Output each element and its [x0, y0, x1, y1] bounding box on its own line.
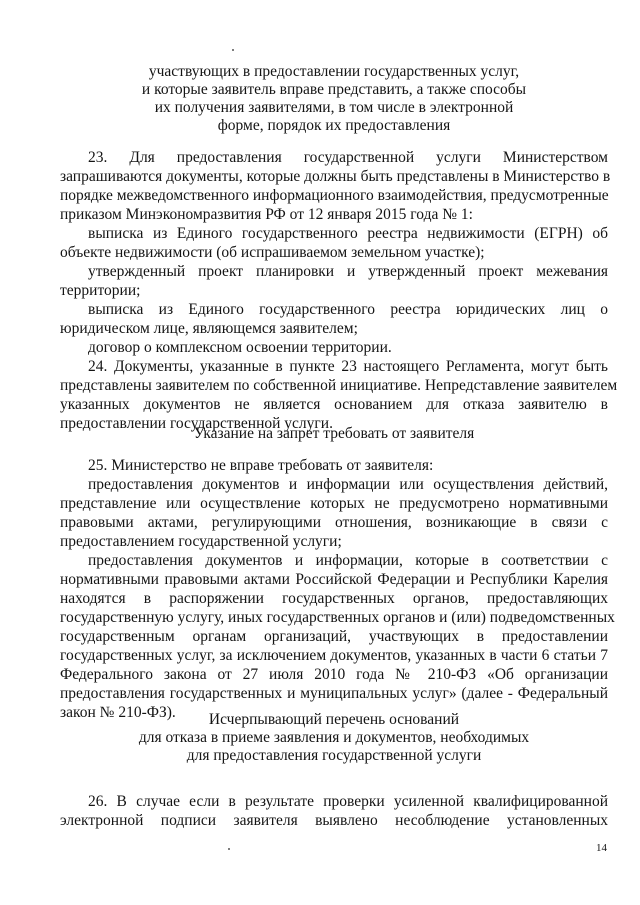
- list-item-contract-line: договор о комплексном освоении территории.: [88, 339, 392, 356]
- list-item-project-line: утвержденный проект планировки и утвержденный проект межевания: [88, 263, 608, 280]
- heading-line: участвующих в предоставлении государственных услуг,: [148, 63, 520, 80]
- paragraph-25-line: закон № 210-ФЗ).: [60, 704, 176, 721]
- paragraph-23-line: 23. Для предоставления государственной услуги Министерством: [88, 149, 608, 166]
- section-heading-documents: [60, 63, 608, 135]
- paragraph-23-line: запрашиваются документы, которые должны быть представлены в Министерство в: [60, 168, 611, 185]
- heading-line: их получения заявителями, в том числе в электронной: [154, 99, 514, 116]
- paragraph-25-line: предоставлением государственной услуги;: [60, 533, 342, 550]
- list-item-egrul-line: выписка из Единого государственного реестра юридических лиц о: [88, 301, 608, 318]
- heading-line: Указание на запрет требовать от заявителя: [193, 425, 475, 442]
- heading-line: и которые заявитель вправе представить, а также способы: [141, 81, 527, 98]
- section-heading-prohibition: [60, 425, 608, 443]
- paragraph-25-line: предоставления документов и информации, которые в соответствии с: [88, 552, 608, 569]
- paragraph-26-line: электронной подписи заявителя выявлено несоблюдение установленных: [60, 812, 608, 829]
- paragraph-25-line: правовыми актами, регулирующими отношения, возникающие в связи с: [60, 514, 608, 531]
- paragraph-24-line: указанных документов не является основанием для отказа заявителю в: [60, 396, 608, 413]
- paragraph-25-line: государственную услугу, иных государственных органов и (или) подведомственных: [60, 609, 615, 626]
- paragraph-25-line: государственных услуг, за исключением документов, указанных в части 6 статьи 7: [60, 647, 608, 664]
- list-item-egrul-line: юридическом лице, являющемся заявителем;: [60, 320, 358, 337]
- paragraph-23-line: порядке межведомственного информационного взаимодействия, предусмотренные: [60, 187, 609, 204]
- paragraph-25-line: Федерального закона от 27 июля 2010 года № 210-ФЗ «Об организации: [60, 666, 608, 683]
- paragraph-24-line: представлены заявителем по собственной инициативе. Непредставление заявителем: [60, 377, 618, 394]
- scan-speck: [228, 848, 230, 850]
- heading-line: форме, порядок их предоставления: [217, 117, 451, 134]
- heading-line: для предоставления государственной услуги: [186, 747, 482, 764]
- page-number: 14: [596, 842, 607, 854]
- paragraph-25-line: предоставления государственных и муниципальных услуг» (далее - Федеральный: [60, 685, 608, 702]
- list-item-egrn-line: выписка из Единого государственного реестра недвижимости (ЕГРН) об: [88, 225, 608, 242]
- paragraph-24-line: предоставлении государственной услуги.: [60, 415, 333, 432]
- paragraph-25-line: 25. Министерство не вправе требовать от заявителя:: [88, 457, 434, 474]
- paragraph-25-line: нормативными правовыми актами Российской Федерации и Республики Карелия: [60, 571, 608, 588]
- section-heading-refusal-grounds: [60, 711, 608, 765]
- paragraph-24-line: 24. Документы, указанные в пункте 23 настоящего Регламента, могут быть: [88, 358, 608, 375]
- paragraph-23-line: приказом Минэкономразвития РФ от 12 января 2015 года № 1:: [60, 206, 473, 223]
- heading-line: для отказа в приеме заявления и документов, необходимых: [138, 729, 530, 746]
- list-item-egrn-line: объекте недвижимости (об испрашиваемом земельном участке);: [60, 244, 485, 261]
- paragraph-25-line: находятся в распоряжении государственных органов, предоставляющих: [60, 590, 608, 607]
- paragraph-25-line: государственным органам организаций, участвующих в предоставлении: [60, 628, 608, 645]
- heading-line: Исчерпывающий перечень оснований: [208, 711, 460, 728]
- scan-speck: [232, 49, 234, 51]
- paragraph-25-line: предоставления документов и информации или осуществления действий,: [88, 476, 608, 493]
- paragraph-26-line: 26. В случае если в результате проверки усиленной квалифицированной: [88, 793, 608, 810]
- list-item-project-line: территории;: [60, 282, 141, 299]
- paragraph-25-line: представление или осуществление которых не предусмотрено нормативными: [60, 495, 608, 512]
